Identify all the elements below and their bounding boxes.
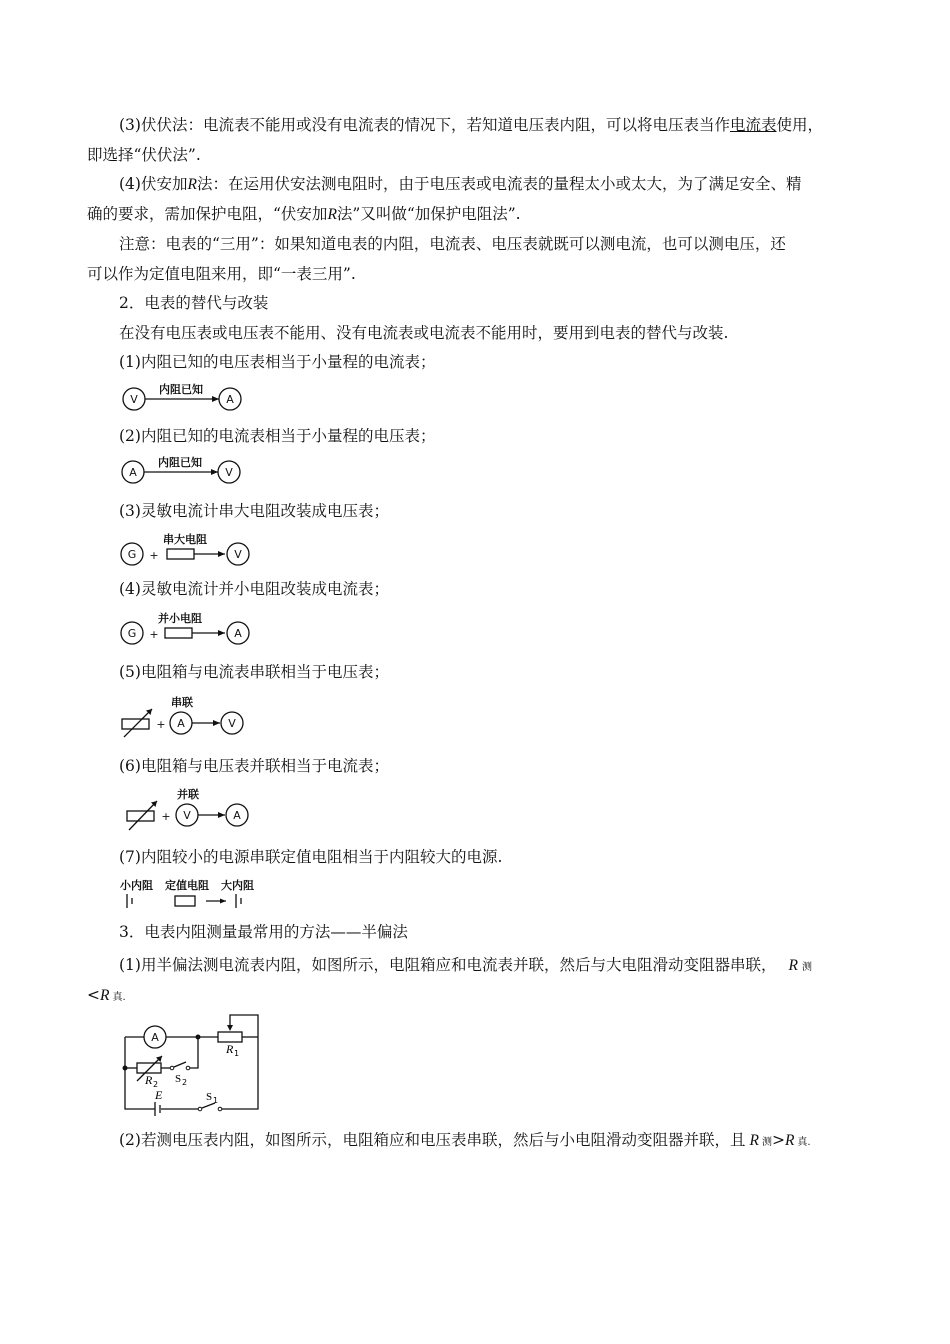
symbol-r: R bbox=[749, 1132, 759, 1149]
period: . bbox=[122, 992, 126, 1003]
label-s1: S bbox=[206, 1091, 213, 1103]
section3-para1-line2 bbox=[87, 984, 126, 1009]
symbol-r: R bbox=[187, 176, 197, 193]
label-small-resistance: 小内阻 bbox=[120, 879, 153, 892]
item-6: (6)电阻箱与电压表并联相当于电流表； bbox=[119, 757, 389, 775]
meter-letter: A bbox=[129, 466, 137, 479]
meter-letter: G bbox=[127, 548, 137, 561]
para-voltmeter-method-line2: 即选择“伏伏法”. bbox=[87, 146, 201, 164]
text: (3)伏伏法：电流表不能用或没有电流表的情况下，若知道电压表内阻，可以将电压表当作 bbox=[119, 116, 730, 134]
text: (2)若测电压表内阻，如图所示，电阻箱应和电压表串联，然后与小电阻滑动变阻器并联，且 bbox=[119, 1131, 746, 1149]
text: 法：在运用伏安法测电阻时，由于电压表或电流表的量程太小或太大，为了满足安全、精 bbox=[196, 175, 802, 193]
resistor-icon bbox=[165, 628, 192, 638]
section2-intro: 在没有电压表或电压表不能用、没有电流表或电流表不能用时，要用到电表的替代与改装. bbox=[119, 324, 729, 342]
resistor-box-icon bbox=[127, 811, 154, 821]
subscript-true: 真 bbox=[112, 992, 123, 1003]
plus-sign: + bbox=[161, 810, 171, 823]
item-7: (7)内阻较小的电源串联定值电阻相当于内阻较大的电源. bbox=[119, 848, 503, 866]
resistor-box-icon bbox=[122, 719, 149, 729]
resistor-box-icon bbox=[137, 1063, 161, 1073]
switch-s2 bbox=[174, 1062, 186, 1067]
meter-letter: G bbox=[127, 627, 137, 640]
note-line1: 注意：电表的“三用”：如果知道电表的内阻，电流表、电压表就既可以测电流，也可以测电压，还 bbox=[119, 235, 786, 253]
item-3: (3)灵敏电流计串大电阻改装成电压表； bbox=[119, 502, 389, 520]
subscript-true: 真 bbox=[797, 1137, 808, 1148]
label-r1: R bbox=[226, 1042, 234, 1056]
para-protect-line2 bbox=[87, 203, 521, 226]
plus-sign: + bbox=[149, 628, 159, 641]
plus-sign: + bbox=[149, 549, 159, 562]
label-fixed-resistor: 定值电阻 bbox=[165, 879, 209, 892]
rheostat-icon bbox=[218, 1032, 242, 1042]
symbol-r: R bbox=[788, 957, 798, 974]
section3-para1-line1 bbox=[119, 954, 812, 979]
meter-letter: A bbox=[234, 627, 242, 640]
label-s2: S bbox=[175, 1073, 182, 1085]
meter-letter: V bbox=[234, 548, 242, 561]
section3-heading: 3．电表内阻测量最常用的方法——半偏法 bbox=[119, 923, 408, 941]
label-e: E bbox=[155, 1088, 163, 1102]
diagram-label: 并联 bbox=[177, 788, 199, 801]
diagram-label: 串大电阻 bbox=[163, 533, 207, 546]
item-1: (1)内阻已知的电压表相当于小量程的电流表； bbox=[119, 353, 436, 371]
plus-sign: + bbox=[156, 718, 166, 731]
resistor-icon bbox=[167, 549, 194, 559]
meter-letter: V bbox=[225, 466, 233, 479]
symbol-r: R bbox=[784, 1132, 795, 1149]
meter-letter: V bbox=[183, 809, 191, 822]
para-voltmeter-method-line1 bbox=[119, 114, 823, 136]
label-r2-sub: 2 bbox=[153, 1080, 159, 1089]
resistor-icon bbox=[175, 896, 195, 906]
symbol-r: R bbox=[327, 206, 337, 223]
underlined-term: 电流表 bbox=[729, 116, 777, 134]
label-r1-sub: 1 bbox=[234, 1049, 240, 1058]
item-5: (5)电阻箱与电流表串联相当于电压表； bbox=[119, 663, 389, 681]
para-protect-line1 bbox=[119, 173, 801, 196]
subscript-measured: 测 bbox=[761, 1137, 772, 1148]
meter-letter: A bbox=[226, 393, 234, 406]
label-s2-sub: 2 bbox=[182, 1078, 188, 1087]
meter-letter: V bbox=[130, 393, 138, 406]
text: (1)用半偏法测电流表内阻，如图所示，电阻箱应和电流表并联，然后与大电阻滑动变阻器串联， bbox=[119, 956, 777, 974]
text: 法”又叫做“加保护电阻法”. bbox=[336, 205, 521, 223]
label-large-resistance: 大内阻 bbox=[221, 879, 254, 892]
diagram-label: 并小电阻 bbox=[158, 612, 202, 625]
text: 使用， bbox=[776, 116, 823, 134]
period: . bbox=[807, 1137, 811, 1148]
item-4: (4)灵敏电流计并小电阻改装成电流表； bbox=[119, 580, 389, 598]
subscript-measured: 测 bbox=[801, 962, 812, 973]
meter-letter: V bbox=[228, 717, 236, 730]
item-2: (2)内阻已知的电流表相当于小量程的电压表； bbox=[119, 427, 436, 445]
diagram-label: 内阻已知 bbox=[158, 456, 202, 469]
meter-letter: A bbox=[151, 1031, 159, 1044]
section2-heading: 2．电表的替代与改装 bbox=[119, 294, 269, 312]
meter-letter: A bbox=[233, 809, 241, 822]
meter-letter: A bbox=[177, 717, 185, 730]
label-s1-sub: 1 bbox=[213, 1096, 219, 1105]
less-than: < bbox=[87, 986, 100, 1004]
note-line2: 可以作为定值电阻来用，即“一表三用”. bbox=[87, 265, 356, 283]
text: 确的要求，需加保护电阻，“伏安加 bbox=[87, 205, 328, 223]
diagram-label: 串联 bbox=[171, 696, 193, 709]
symbol-r: R bbox=[100, 987, 110, 1004]
label-r2: R bbox=[145, 1073, 153, 1087]
section3-para2 bbox=[119, 1129, 811, 1154]
greater-than: > bbox=[771, 1131, 785, 1149]
text: (4)伏安加 bbox=[119, 175, 188, 193]
diagram-label: 内阻已知 bbox=[159, 383, 203, 396]
